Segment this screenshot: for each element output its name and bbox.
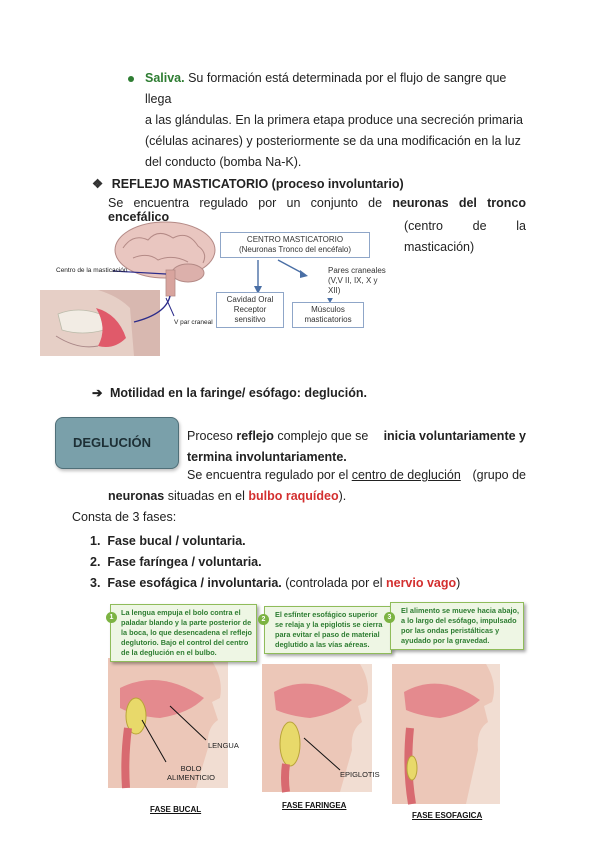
- motilidad-heading: ➔ Motilidad en la faringe/ esófago: deglución.: [92, 386, 367, 400]
- pares-craneales-box: Pares craneales (V,V II, IX, X y XII): [325, 264, 393, 298]
- saliva-term: Saliva.: [145, 71, 185, 85]
- fase-faringea-caption: FASE FARINGEA: [282, 801, 347, 810]
- reflejo-line2: (centro de la: [404, 219, 526, 233]
- reflejo-line1: Se encuentra regulado por un conjunto de neuronas del tronco encefálico: [108, 196, 527, 224]
- fases-list: [90, 531, 460, 594]
- head-illustration: [40, 290, 160, 356]
- phase2-number-badge: 2: [258, 614, 269, 625]
- diamond-bullet-icon: ❖: [92, 177, 104, 191]
- deglucion-p1: Proceso reflejo complejo que se inicia voluntariamente y termina involuntariamente.: [187, 429, 526, 464]
- saliva-line1: Su formación está determinada por el flujo de sangre que llega: [145, 71, 507, 106]
- saliva-line4: del conducto (bomba Na-K).: [145, 155, 302, 169]
- phase3-description: El alimento se mueve hacia abajo, a lo largo del esófago, impulsado por las ondas peristálticas y ayudado por la gravedad.: [390, 602, 524, 650]
- reflejo-line3: masticación): [404, 240, 475, 254]
- v-par-label: V par craneal: [174, 319, 213, 326]
- phase1-description: La lengua empuja el bolo contra el paladar blando y la parte posterior de la boca, lo que desencadena el reflejo deglutorio. Bajo el control del centro de la deglución en el bulbo.: [110, 604, 257, 662]
- arrow-right-icon: ➔: [92, 386, 103, 400]
- phase3-number-badge: 3: [384, 612, 395, 623]
- bolo-label: BOLO ALIMENTICIO: [167, 764, 215, 782]
- phase-esofagica-illustration: [392, 664, 500, 804]
- deglucion-p2: Se encuentra regulado por el centro de deglución (grupo de: [187, 468, 526, 482]
- phase2-description: El esfínter esofágico superior se relaja y la epiglotis se cierra para evitar el paso de material deglutido a las vías aéreas.: [264, 606, 392, 654]
- deglucion-badge: DEGLUCIÓN: [55, 417, 179, 469]
- fase-3: 3. Fase esofágica / involuntaria. (controlada por el nervio vago): [90, 576, 461, 590]
- lengua-label: LENGUA: [208, 741, 239, 750]
- fase-esofagica-caption: FASE ESOFAGICA: [412, 811, 483, 820]
- fase-2: 2. Fase faríngea / voluntaria.: [90, 555, 262, 569]
- brain-illustration: [115, 222, 215, 296]
- fase-1: 1. Fase bucal / voluntaria.: [90, 534, 246, 548]
- phase1-number-badge: 1: [106, 612, 117, 623]
- centro-masticacion-label: Centro de la masticación: [56, 267, 128, 274]
- musculos-box: Músculos masticatorios: [292, 302, 364, 328]
- fase-bucal-caption: FASE BUCAL: [150, 805, 202, 814]
- swallowing-phases-diagram: [100, 658, 520, 808]
- fases-intro: Consta de 3 fases:: [72, 510, 177, 524]
- reflejo-heading: ❖ REFLEJO MASTICATORIO (proceso involuntario): [92, 177, 404, 191]
- centro-masticatorio-box: CENTRO MASTICATORIO (Neuronas Tronco del encéfalo): [220, 232, 370, 258]
- saliva-line3: (células acinares) y posteriormente se da una modificación en la luz: [145, 134, 521, 148]
- epiglotis-label: EPIGLOTIS: [340, 770, 380, 779]
- bullet-dot: [128, 76, 134, 82]
- deglucion-p3: neuronas situadas en el bulbo raquídeo).: [108, 489, 347, 503]
- cavidad-oral-box: Cavidad Oral Receptor sensitivo: [216, 292, 284, 328]
- saliva-line2: a las glándulas. En la primera etapa produce una secreción primaria: [145, 113, 523, 127]
- saliva-paragraph: [128, 68, 528, 173]
